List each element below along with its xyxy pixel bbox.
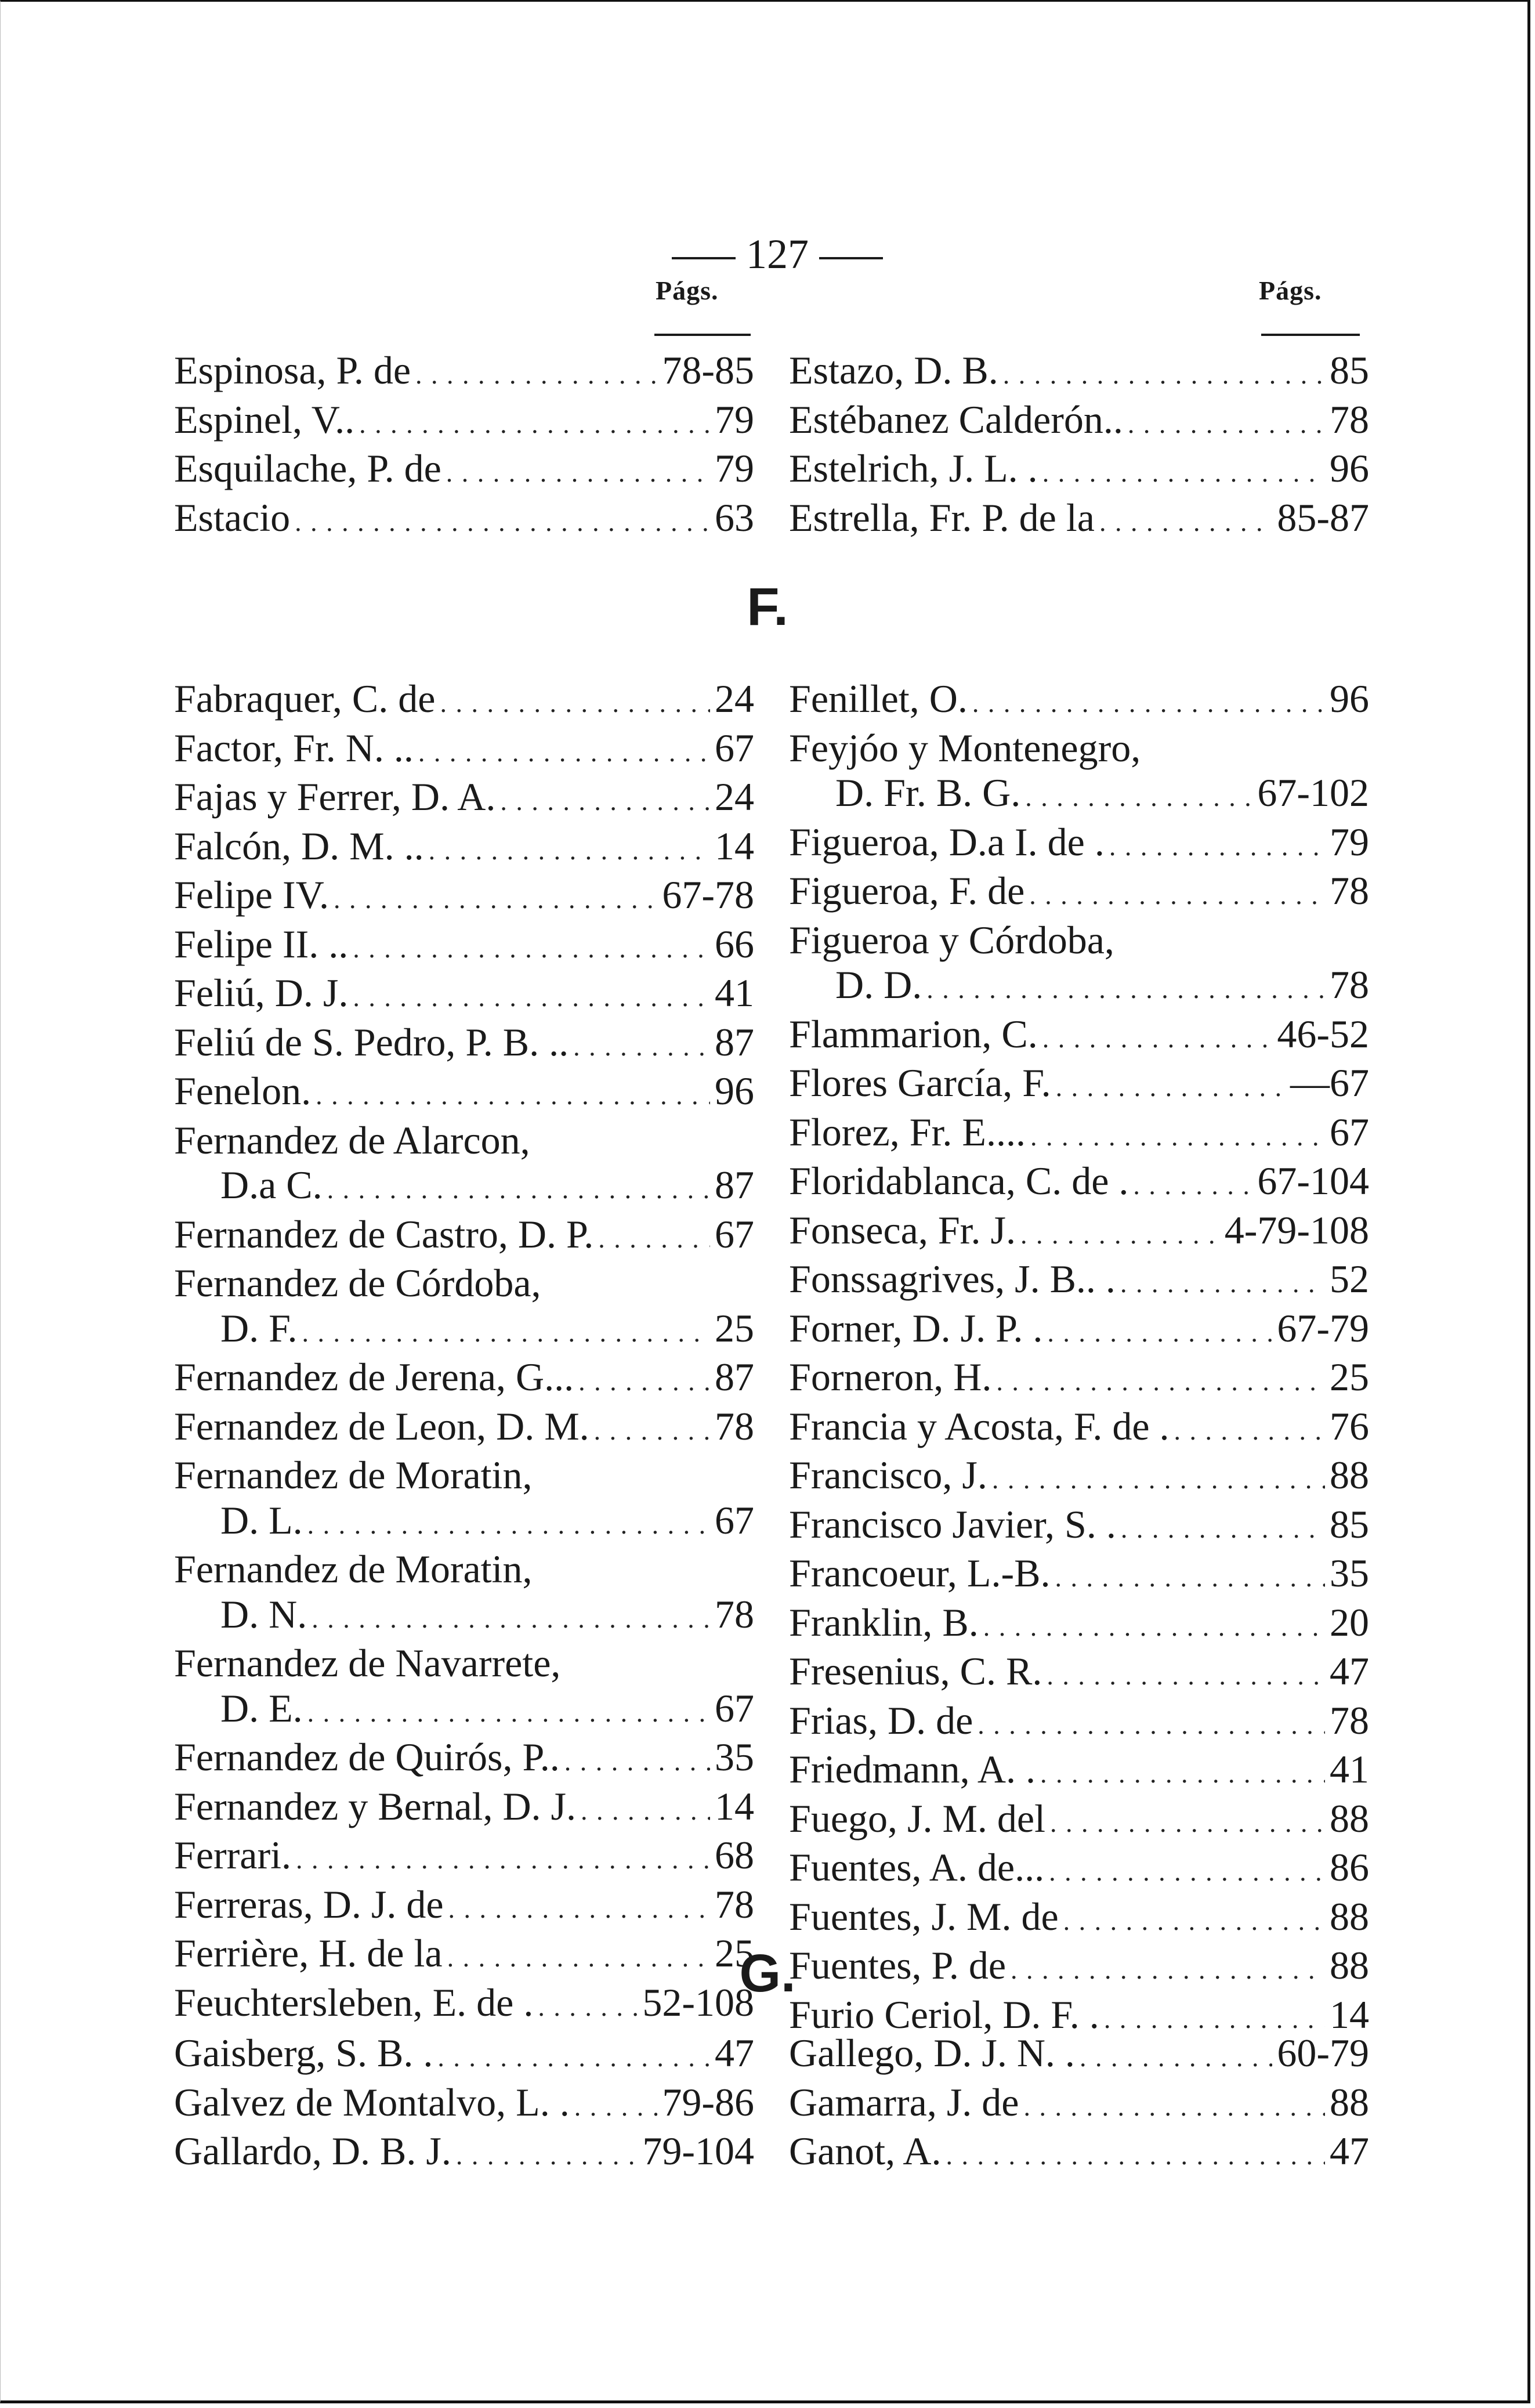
section-f-left-column xyxy=(174,677,754,2041)
dot-leader xyxy=(418,726,710,775)
dot-leader xyxy=(1121,1502,1325,1552)
index-entry xyxy=(789,1012,1369,1061)
entry-pages: 60-79 xyxy=(1277,2031,1369,2075)
dot-leader xyxy=(446,446,710,496)
entry-pages: 25 xyxy=(715,1306,754,1350)
index-entry xyxy=(789,726,1369,771)
entry-name: Fernandez de Córdoba, xyxy=(174,1261,541,1305)
entry-name: Estébanez Calderón.. xyxy=(789,397,1123,442)
entry-pages: 78-85 xyxy=(662,348,754,392)
entry-pages: 78 xyxy=(1330,963,1369,1007)
index-entry xyxy=(789,2031,1369,2080)
entry-name: Fernandez de Moratin, xyxy=(174,1547,533,1591)
index-entry xyxy=(789,1110,1369,1159)
entry-name: Fabraquer, C. de xyxy=(174,677,436,721)
section-f-heading: F. xyxy=(747,577,788,637)
index-entry xyxy=(174,496,754,545)
entry-name: Fernandez de Alarcon, xyxy=(174,1118,530,1162)
entry-pages: 87 xyxy=(715,1355,754,1399)
entry-name: Fernandez de Quirós, P.. xyxy=(174,1735,560,1779)
index-entry xyxy=(174,1592,754,1642)
index-entry xyxy=(789,1796,1369,1846)
entry-pages: 79 xyxy=(1330,819,1369,864)
index-entry xyxy=(789,820,1369,869)
entry-pages: 4-79-108 xyxy=(1224,1207,1369,1252)
entry-pages: 96 xyxy=(1330,677,1369,721)
index-entry xyxy=(174,1163,754,1212)
dot-leader xyxy=(1042,446,1325,496)
index-entry xyxy=(174,1020,754,1069)
entry-name: Francoeur, L.-B. xyxy=(789,1551,1051,1595)
entry-name: Gamarra, J. de xyxy=(789,2080,1019,2124)
dot-leader xyxy=(302,1306,710,1355)
index-entry xyxy=(789,2129,1369,2178)
entry-name: Felipe IV. xyxy=(174,873,329,917)
entry-name: Figueroa y Córdoba, xyxy=(789,917,1114,962)
header-rule-right xyxy=(1261,334,1360,336)
entry-pages: 67 xyxy=(715,1212,754,1256)
entry-name: Esquilache, P. de xyxy=(174,446,441,490)
index-entry xyxy=(789,1061,1369,1110)
dot-leader xyxy=(992,1453,1325,1502)
section-e-right-column xyxy=(789,348,1369,544)
dot-leader xyxy=(972,677,1325,726)
dot-leader xyxy=(1047,1306,1272,1355)
entry-name: Fernandez de Moratin, xyxy=(174,1453,533,1497)
index-entry xyxy=(174,397,754,447)
index-entry xyxy=(174,1069,754,1118)
section-e-left-column xyxy=(174,348,754,544)
entry-name: Fajas y Ferrer, D. A. xyxy=(174,775,496,819)
dot-leader xyxy=(316,1069,710,1118)
entry-pages: 67-104 xyxy=(1257,1159,1369,1203)
dot-leader xyxy=(1174,1404,1325,1454)
index-entry xyxy=(174,873,754,922)
dot-leader xyxy=(1133,1159,1252,1208)
index-entry xyxy=(789,1257,1369,1306)
entry-name: Fuentes, P. de xyxy=(789,1943,1006,1987)
page-number xyxy=(656,233,899,275)
index-entry xyxy=(789,1208,1369,1257)
dot-leader xyxy=(334,873,657,922)
entry-name: Fenillet, O. xyxy=(789,677,968,721)
entry-pages: 78 xyxy=(715,1592,754,1636)
entry-pages: 20 xyxy=(1330,1600,1369,1644)
entry-pages: 67-78 xyxy=(662,873,754,917)
dot-leader xyxy=(578,1355,710,1404)
entry-pages: 85 xyxy=(1330,348,1369,392)
dot-leader xyxy=(437,2031,710,2080)
index-entry xyxy=(789,1747,1369,1796)
dot-leader xyxy=(581,1784,710,1834)
entry-pages: 24 xyxy=(715,775,754,819)
dot-leader xyxy=(1047,1649,1325,1698)
entry-name: D. D. xyxy=(835,963,922,1007)
entry-name: Figueroa, F. de xyxy=(789,869,1025,913)
entry-name: D.a C. xyxy=(220,1163,323,1207)
index-entry xyxy=(789,496,1369,545)
entry-name: Falcón, D. M. .. xyxy=(174,823,424,868)
dot-leader xyxy=(312,1592,710,1642)
entry-name: Fonssagrives, J. B.. . xyxy=(789,1257,1116,1301)
dot-leader xyxy=(598,1212,710,1261)
entry-pages: 78 xyxy=(715,1404,754,1448)
entry-pages: 25 xyxy=(1330,1355,1369,1399)
dot-leader xyxy=(359,397,710,447)
entry-pages: 14 xyxy=(715,1784,754,1828)
index-entry xyxy=(174,1784,754,1834)
index-entry xyxy=(789,1355,1369,1404)
entry-pages: 66 xyxy=(715,921,754,966)
dot-leader xyxy=(564,1735,710,1784)
dot-leader xyxy=(1023,2080,1325,2129)
index-entry xyxy=(174,1404,754,1454)
dot-leader xyxy=(1003,348,1325,397)
entry-name: Feuchtersleben, E. de . xyxy=(174,1980,534,2024)
index-entry xyxy=(174,824,754,873)
entry-pages: 78 xyxy=(1330,1698,1369,1742)
index-entry xyxy=(789,1600,1369,1650)
index-entry xyxy=(789,1502,1369,1552)
entry-pages: 88 xyxy=(1330,2080,1369,2124)
dot-leader xyxy=(1056,1061,1286,1110)
entry-pages: 41 xyxy=(715,971,754,1015)
entry-pages: 67 xyxy=(715,725,754,770)
entry-name: Fuego, J. M. del xyxy=(789,1796,1045,1841)
entry-name: Espinel, V.. xyxy=(174,397,355,442)
dot-leader xyxy=(1099,496,1272,545)
entry-name: Galvez de Montalvo, L. . xyxy=(174,2080,570,2124)
entry-pages: 35 xyxy=(715,1735,754,1779)
entry-pages: 78 xyxy=(1330,397,1369,442)
entry-name: Francia y Acosta, F. de . xyxy=(789,1404,1170,1448)
dot-leader xyxy=(1040,1747,1325,1796)
entry-name: Ferrari. xyxy=(174,1833,292,1877)
entry-pages: 68 xyxy=(715,1833,754,1877)
entry-pages: 85-87 xyxy=(1277,495,1369,540)
index-entry xyxy=(174,726,754,775)
entry-pages: 88 xyxy=(1330,1894,1369,1939)
entry-name: Franklin, B. xyxy=(789,1600,979,1644)
entry-pages: 67 xyxy=(715,1686,754,1730)
entry-pages: 85 xyxy=(1330,1502,1369,1546)
dot-leader xyxy=(1042,1012,1273,1061)
dot-leader xyxy=(1055,1551,1325,1600)
entry-pages: 25 xyxy=(715,1931,754,1975)
dot-leader xyxy=(295,496,710,545)
dot-leader xyxy=(353,971,710,1020)
dot-leader xyxy=(1020,1208,1220,1257)
dot-leader xyxy=(307,1498,710,1548)
entry-pages: 67-79 xyxy=(1277,1306,1369,1350)
index-entry xyxy=(789,1649,1369,1698)
dot-leader xyxy=(415,348,657,397)
entry-name: Flammarion, C. xyxy=(789,1011,1038,1056)
index-entry xyxy=(174,1306,754,1355)
entry-name: Fernandez de Leon, D. M. xyxy=(174,1404,589,1448)
dot-leader xyxy=(574,2080,658,2129)
entry-pages: 78 xyxy=(1330,869,1369,913)
pags-header-left: Págs. xyxy=(656,276,719,305)
entry-name: D. Fr. B. G. xyxy=(835,771,1021,815)
entry-pages: 86 xyxy=(1330,1845,1369,1889)
index-entry xyxy=(789,1551,1369,1600)
dot-leader xyxy=(1128,397,1325,447)
entry-pages: 35 xyxy=(1330,1551,1369,1595)
index-entry xyxy=(789,1894,1369,1944)
dot-leader xyxy=(996,1355,1325,1404)
dot-leader xyxy=(978,1698,1325,1748)
dot-leader xyxy=(1030,1110,1325,1159)
dash-right xyxy=(819,257,883,259)
entry-name: Factor, Fr. N. .. xyxy=(174,725,414,770)
entry-name: Frias, D. de xyxy=(789,1698,973,1742)
index-entry xyxy=(174,971,754,1020)
dot-leader xyxy=(296,1833,710,1882)
entry-pages: 46-52 xyxy=(1277,1011,1369,1056)
dot-leader xyxy=(573,1020,710,1069)
index-entry xyxy=(174,2031,754,2080)
entry-name: Estazo, D. B. xyxy=(789,348,998,392)
entry-name: Ferreras, D. J. de xyxy=(174,1882,444,1926)
entry-pages: 79-86 xyxy=(662,2080,754,2124)
entry-pages: 67 xyxy=(1330,1109,1369,1154)
index-entry xyxy=(174,1498,754,1548)
entry-name: Fonseca, Fr. J. xyxy=(789,1207,1016,1252)
entry-name: Fenelon. xyxy=(174,1069,312,1113)
index-entry xyxy=(789,869,1369,918)
entry-pages: 96 xyxy=(1330,446,1369,490)
index-entry xyxy=(789,1453,1369,1502)
entry-pages: 24 xyxy=(715,677,754,721)
section-f-right-column xyxy=(789,677,1369,2041)
index-entry xyxy=(174,1686,754,1736)
entry-pages: 88 xyxy=(1330,1453,1369,1497)
index-entry xyxy=(174,1453,754,1498)
entry-name: Fresenius, C. R. xyxy=(789,1649,1042,1693)
entry-pages: 78 xyxy=(715,1882,754,1926)
index-entry xyxy=(789,1404,1369,1454)
entry-pages: 79 xyxy=(715,397,754,442)
entry-name: Felipe II. .. xyxy=(174,921,349,966)
section-g xyxy=(174,2031,1369,2178)
dot-leader xyxy=(1050,1796,1325,1846)
entry-pages: 79 xyxy=(715,446,754,490)
index-entry xyxy=(174,1641,754,1686)
index-entry xyxy=(174,2080,754,2129)
entry-name: Ganot, A. xyxy=(789,2129,942,2173)
entry-pages: 87 xyxy=(715,1019,754,1064)
entry-pages: 14 xyxy=(1330,1992,1369,2037)
index-entry xyxy=(789,677,1369,726)
dot-leader xyxy=(429,824,710,873)
index-entry xyxy=(789,2080,1369,2129)
entry-name: Estacio xyxy=(174,495,291,540)
section-g-left-column xyxy=(174,2031,754,2178)
index-entry xyxy=(174,1212,754,1261)
entry-name: Floridablanca, C. de . xyxy=(789,1159,1129,1203)
entry-name: Feyjóo y Montenegro, xyxy=(789,725,1141,770)
dash-left xyxy=(672,257,736,259)
index-entry xyxy=(789,963,1369,1012)
entry-name: Florez, Fr. E.... xyxy=(789,1109,1026,1154)
entry-name: Francisco Javier, S. . xyxy=(789,1502,1116,1546)
dot-leader xyxy=(1109,820,1325,869)
index-entry xyxy=(174,1735,754,1784)
index-entry xyxy=(174,775,754,824)
section-e xyxy=(174,348,1369,544)
entry-name: Feliú de S. Pedro, P. B. .. xyxy=(174,1019,569,1064)
entry-pages: 47 xyxy=(1330,2129,1369,2173)
index-entry xyxy=(789,918,1369,963)
page-number-text: 127 xyxy=(746,231,809,277)
entry-name: Fernandez de Jerena, G... xyxy=(174,1355,574,1399)
dot-leader xyxy=(1025,771,1252,820)
entry-name: Gallego, D. J. N. . xyxy=(789,2031,1075,2075)
entry-pages: 88 xyxy=(1330,1796,1369,1841)
dot-leader xyxy=(983,1600,1325,1650)
index-entry xyxy=(789,1159,1369,1208)
entry-name: Francisco, J. xyxy=(789,1453,987,1497)
index-entry xyxy=(174,446,754,496)
entry-name: Fernandez de Navarrete, xyxy=(174,1641,561,1685)
index-entry xyxy=(789,348,1369,397)
entry-name: Forner, D. J. P. . xyxy=(789,1306,1043,1350)
index-entry xyxy=(174,348,754,397)
index-entry xyxy=(789,1845,1369,1894)
entry-name: D. L. xyxy=(220,1498,303,1542)
entry-name: Gallardo, D. B. J. xyxy=(174,2129,451,2173)
dot-leader xyxy=(1029,869,1325,918)
entry-name: Fuentes, J. M. de xyxy=(789,1894,1059,1939)
entry-pages: 87 xyxy=(715,1163,754,1207)
dot-leader xyxy=(926,963,1325,1012)
dot-leader xyxy=(1063,1894,1325,1944)
entry-pages: 41 xyxy=(1330,1747,1369,1791)
entry-name: Fernandez de Castro, D. P. xyxy=(174,1212,594,1256)
entry-pages: 47 xyxy=(715,2031,754,2075)
entry-name: Friedmann, A. . xyxy=(789,1747,1036,1791)
entry-name: Ferrière, H. de la xyxy=(174,1931,443,1975)
index-entry xyxy=(174,677,754,726)
dot-leader xyxy=(500,775,710,824)
index-entry xyxy=(789,446,1369,496)
dot-leader xyxy=(307,1686,710,1736)
entry-pages: —67 xyxy=(1290,1061,1369,1105)
entry-name: Feliú, D. J. xyxy=(174,971,349,1015)
dot-leader xyxy=(448,1882,710,1932)
entry-pages: 88 xyxy=(1330,1943,1369,1987)
entry-name: Fernandez y Bernal, D. J. xyxy=(174,1784,577,1828)
dot-leader xyxy=(946,2129,1325,2178)
entry-name: Figueroa, D.a I. de . xyxy=(789,819,1105,864)
entry-name: Gaisberg, S. B. . xyxy=(174,2031,433,2075)
dot-leader xyxy=(1080,2031,1272,2080)
dot-leader xyxy=(594,1404,710,1454)
dot-leader xyxy=(1049,1845,1325,1894)
dot-leader xyxy=(456,2129,638,2178)
index-entry xyxy=(789,397,1369,447)
dot-leader xyxy=(353,922,710,971)
index-entry xyxy=(789,1698,1369,1748)
entry-pages: 96 xyxy=(715,1069,754,1113)
header-rule-left xyxy=(654,334,751,336)
entry-pages: 67 xyxy=(715,1498,754,1542)
entry-name: Flores García, F. xyxy=(789,1061,1051,1105)
dot-leader xyxy=(440,677,710,726)
entry-pages: 52-108 xyxy=(642,1980,754,2024)
entry-pages: 76 xyxy=(1330,1404,1369,1448)
entry-name: Espinosa, P. de xyxy=(174,348,411,392)
entry-name: D. N. xyxy=(220,1592,307,1636)
entry-name: D. E. xyxy=(220,1686,303,1730)
dot-leader xyxy=(1120,1257,1325,1306)
entry-pages: 79-104 xyxy=(642,2129,754,2173)
entry-name: Fuentes, A. de... xyxy=(789,1845,1045,1889)
index-entry xyxy=(789,1306,1369,1355)
pags-header-right: Págs. xyxy=(1259,276,1322,305)
index-entry xyxy=(174,1882,754,1932)
section-g-heading: G. xyxy=(739,1944,796,2003)
index-entry xyxy=(174,1355,754,1404)
index-entry xyxy=(789,771,1369,820)
index-entry xyxy=(174,1547,754,1592)
entry-name: Furio Ceriol, D. F. . xyxy=(789,1992,1099,2037)
entry-pages: 67-102 xyxy=(1257,771,1369,815)
index-entry xyxy=(174,922,754,971)
entry-name: D. F. xyxy=(220,1306,298,1350)
entry-pages: 63 xyxy=(715,495,754,540)
entry-name: Estelrich, J. L. . xyxy=(789,446,1038,490)
index-entry xyxy=(174,1261,754,1306)
section-g-right-column xyxy=(789,2031,1369,2178)
entry-pages: 52 xyxy=(1330,1257,1369,1301)
entry-name: Estrella, Fr. P. de la xyxy=(789,495,1095,540)
section-f xyxy=(174,677,1369,2041)
entry-pages: 14 xyxy=(715,823,754,868)
index-entry xyxy=(174,1833,754,1882)
index-entry xyxy=(174,1118,754,1163)
index-entry xyxy=(174,2129,754,2178)
entry-name: Forneron, H. xyxy=(789,1355,992,1399)
entry-pages: 47 xyxy=(1330,1649,1369,1693)
dot-leader xyxy=(327,1163,710,1212)
